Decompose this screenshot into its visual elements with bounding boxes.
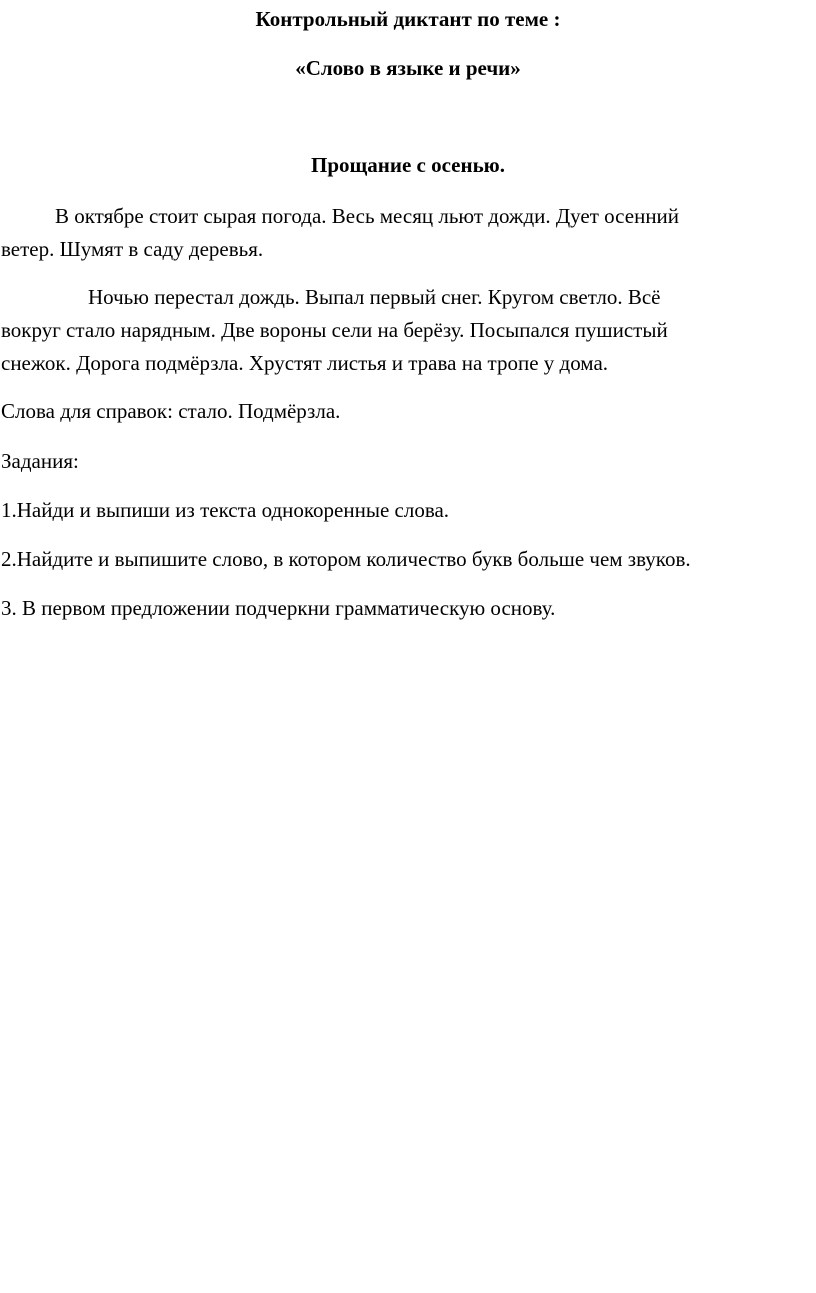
- dictation-title: Прощание с осенью.: [311, 153, 505, 177]
- reference-words: Слова для справок: стало. Подмёрзла.: [1, 399, 341, 423]
- document-topic: «Слово в языке и речи»: [295, 56, 521, 80]
- paragraph-line: вокруг стало нарядным. Две вороны сели на берёзу. Посыпался пушистый: [1, 318, 668, 342]
- task-item: 1.Найди и выпиши из текста однокоренные слова.: [1, 498, 450, 522]
- paragraph-line: В октябре стоит сырая погода. Весь месяц льют дожди. Дует осенний: [55, 204, 680, 228]
- dictation-paragraph-2: [1, 281, 813, 380]
- paragraph-line: снежок. Дорога подмёрзла. Хрустят листья и трава на тропе у дома.: [1, 351, 609, 375]
- task-item: 2.Найдите и выпишите слово, в котором количество букв больше чем звуков.: [1, 547, 691, 571]
- paragraph-line: Ночью перестал дождь. Выпал первый снег. Кругом светло. Всё: [88, 285, 661, 309]
- paragraph-line: ветер. Шумят в саду деревья.: [1, 237, 264, 261]
- dictation-paragraph-1: [1, 200, 813, 266]
- tasks-heading: Задания:: [1, 449, 79, 473]
- document-title: Контрольный диктант по теме :: [255, 7, 561, 31]
- task-item: 3. В первом предложении подчеркни грамматическую основу.: [1, 596, 556, 620]
